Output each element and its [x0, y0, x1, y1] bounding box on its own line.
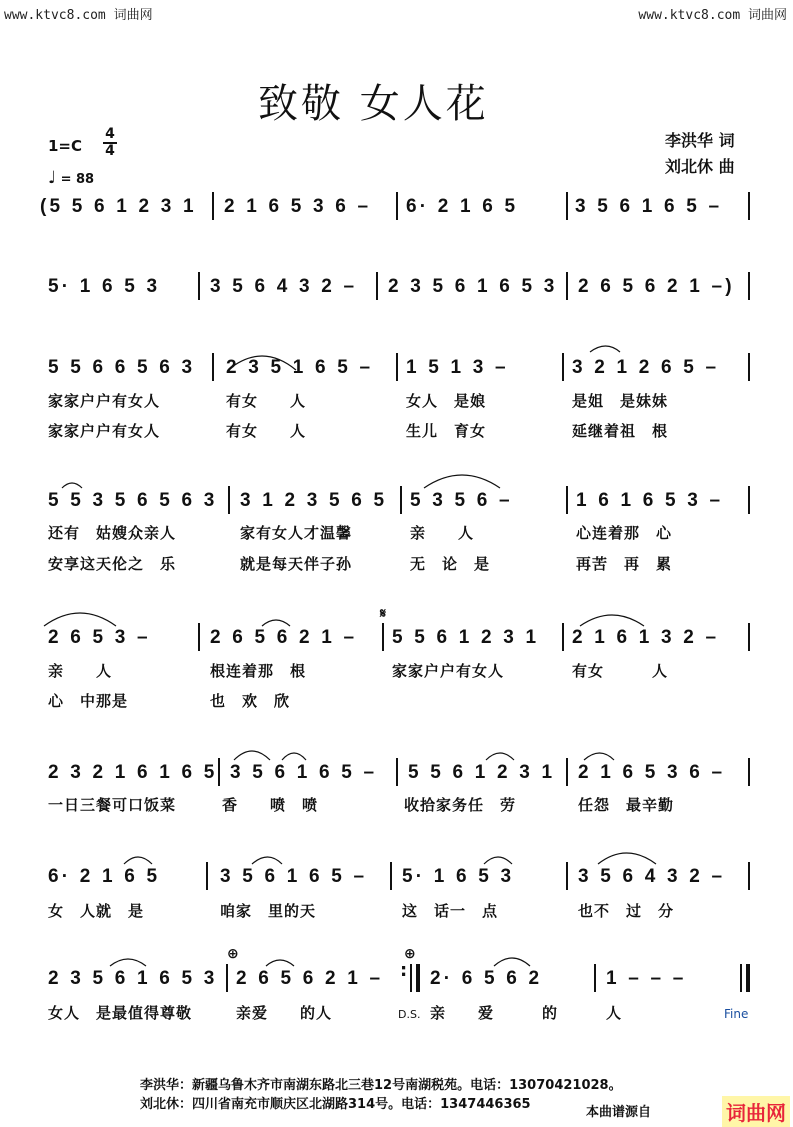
row-7-lyric-3a: 这 话一 点 — [402, 902, 499, 920]
ds-marking: D.S. — [398, 1008, 421, 1021]
row-5-lyric-1a: 亲 人 — [48, 662, 113, 680]
watermark-right: www.ktvc8.com 词曲网 — [638, 8, 787, 23]
row-6-measure-3: 5 5 6 1 2 3 1 — [408, 762, 556, 783]
row-3-measure-4: 3 2 1 2 6 5 – — [572, 357, 720, 378]
row-7-measure-4: 3 5 6 4 3 2 – — [578, 866, 726, 887]
slur — [584, 753, 614, 760]
row-3-lyric-4b: 延继着祖 根 — [572, 422, 669, 440]
row-7-lyric-2a: 咱家 里的天 — [220, 902, 317, 920]
fine-marking: Fine — [724, 1007, 749, 1021]
slur — [484, 857, 512, 864]
row-3-lyric-3a: 女人 是娘 — [406, 392, 487, 410]
row-8-lyric-3a: 亲 爱 的 — [430, 1004, 559, 1022]
row-6-lyric-4a: 任怨 最辛勤 — [578, 796, 675, 814]
row-6-lyric-2a: 香 喷 喷 — [222, 796, 319, 814]
row-5-lyric-2a: 根连着那 根 — [210, 662, 307, 680]
row-8-lyric-2a: 亲爱 的人 — [236, 1004, 333, 1022]
quarter-note-icon: ♩ — [48, 168, 57, 188]
song-title: 致敬 女人花 — [258, 81, 489, 127]
watermark-left: www.ktvc8.com 词曲网 — [4, 8, 153, 23]
slur — [494, 958, 530, 966]
slur — [124, 857, 152, 864]
row-8-measure-1: 2 3 5 6 1 6 5 3 — [48, 968, 218, 989]
row-4-measure-4: 1 6 1 6 5 3 – — [576, 490, 724, 511]
slur — [252, 857, 282, 864]
composer: 刘北休 曲 — [665, 157, 735, 176]
row-1-measure-1: (5 5 6 1 2 3 1 — [40, 196, 197, 217]
footer-composer-address: 刘北休：四川省南充市顺庆区北湖路314号。电话：1347446365 — [140, 1097, 531, 1112]
repeat-dots-icon: : — [400, 960, 408, 981]
slur — [44, 613, 116, 626]
row-1-measure-4: 3 5 6 1 6 5 – — [575, 196, 723, 217]
row-5-measure-4: 2 1 6 1 3 2 – — [572, 627, 720, 648]
row-8-measure-3: 2· 6 5 6 2 — [430, 968, 543, 989]
row-8-measure-4: 1 – – – — [606, 968, 687, 989]
tempo-value: = 88 — [60, 172, 95, 187]
row-5-lyric-2b: 也 欢 欣 — [210, 692, 291, 710]
row-4-lyric-1b: 安享这天伦之 乐 — [48, 555, 177, 573]
row-4-lyric-4a: 心连着那 心 — [576, 524, 673, 542]
row-7-measure-1: 6· 2 1 6 5 — [48, 866, 161, 887]
row-2-measure-4: 2 6 5 6 2 1 –) — [578, 276, 735, 297]
row-5-measure-1: 2 6 5 3 – — [48, 627, 151, 648]
row-8-lyric-4a: 人 — [606, 1004, 623, 1022]
row-4-measure-2: 3 1 2 3 5 6 5 — [240, 490, 388, 511]
slur — [266, 960, 294, 966]
key-signature: 1=C — [48, 137, 83, 155]
row-5-lyric-3a: 家家户户有女人 — [392, 662, 505, 680]
row-6-lyric-1a: 一日三餐可口饭菜 — [48, 796, 177, 814]
row-6-lyric-3a: 收拾家务任 劳 — [404, 796, 517, 814]
row-2-measure-1: 5· 1 6 5 3 — [48, 276, 161, 297]
coda-icon: ⊕ — [227, 946, 239, 962]
row-6-measure-1: 2 3 2 1 6 1 6 5 — [48, 762, 218, 783]
lyricist: 李洪华 词 — [665, 131, 735, 150]
row-3-lyric-2a: 有女 人 — [226, 392, 307, 410]
row-8-measure-2: 2 6 5 6 2 1 – — [236, 968, 384, 989]
row-5-lyric-1b: 心 中那是 — [48, 692, 129, 710]
row-7-measure-2: 3 5 6 1 6 5 – — [220, 866, 368, 887]
row-4-lyric-3a: 亲 人 — [410, 524, 475, 542]
row-2-measure-3: 2 3 5 6 1 6 5 3 — [388, 276, 558, 297]
footer-lyricist-address: 李洪华：新疆乌鲁木齐市南湖东路北三巷12号南湖税苑。电话：13070421028。 — [140, 1078, 622, 1093]
row-4-lyric-2b: 就是每天伴子孙 — [240, 555, 353, 573]
row-4-lyric-4b: 再苦 再 累 — [576, 555, 673, 573]
row-3-lyric-4a: 是姐 是妹妹 — [572, 392, 669, 410]
row-5-measure-2: 2 6 5 6 2 1 – — [210, 627, 358, 648]
row-3-measure-1: 5 5 6 6 5 6 3 — [48, 357, 196, 378]
row-6-measure-4: 2 1 6 5 3 6 – — [578, 762, 726, 783]
row-3-lyric-2b: 有女 人 — [226, 422, 307, 440]
slur — [590, 346, 620, 352]
site-logo[interactable]: 词曲网 — [722, 1096, 790, 1127]
slur — [580, 615, 644, 626]
time-signature-bottom: 4 — [105, 143, 115, 159]
slur — [424, 475, 500, 488]
row-1-measure-2: 2 1 6 5 3 6 – — [224, 196, 372, 217]
slur — [262, 620, 290, 626]
slur — [110, 959, 146, 966]
row-2-measure-2: 3 5 6 4 3 2 – — [210, 276, 358, 297]
row-4-measure-3: 5 3 5 6 – — [410, 490, 513, 511]
coda-icon: ⊕ — [404, 946, 416, 962]
row-3-measure-2: 2 3 5 1 6 5 – — [226, 357, 374, 378]
slur — [228, 356, 296, 370]
slur — [598, 853, 656, 864]
row-4-lyric-1a: 还有 姑嫂众亲人 — [48, 524, 177, 542]
footer-source: 本曲谱源自 — [586, 1105, 652, 1120]
row-7-lyric-4a: 也不 过 分 — [578, 902, 675, 920]
row-3-lyric-3b: 生儿 育女 — [406, 422, 487, 440]
slur — [62, 483, 82, 488]
time-signature-top: 4 — [105, 126, 115, 142]
slur — [486, 753, 514, 760]
slur — [234, 751, 270, 760]
row-3-lyric-1b: 家家户户有女人 — [48, 422, 161, 440]
row-6-measure-2: 3 5 6 1 6 5 – — [230, 762, 378, 783]
row-8-lyric-1a: 女人 是最值得尊敬 — [48, 1004, 193, 1022]
row-1-measure-3: 6· 2 1 6 5 — [406, 196, 519, 217]
row-3-lyric-1a: 家家户户有女人 — [48, 392, 161, 410]
row-4-measure-1: 5 5 3 5 6 5 6 3 — [48, 490, 218, 511]
row-4-lyric-3b: 无 论 是 — [410, 555, 491, 573]
row-7-measure-3: 5· 1 6 5 3 — [402, 866, 515, 887]
slur — [282, 753, 306, 760]
row-3-measure-3: 1 5 1 3 – — [406, 357, 509, 378]
row-5-lyric-4a: 有女 人 — [572, 662, 669, 680]
segno-icon: 𝄋 — [380, 606, 387, 622]
row-7-lyric-1a: 女 人就 是 — [48, 902, 145, 920]
row-4-lyric-2a: 家有女人才温馨 — [240, 524, 353, 542]
row-5-measure-3: 5 5 6 1 2 3 1 — [392, 627, 540, 648]
